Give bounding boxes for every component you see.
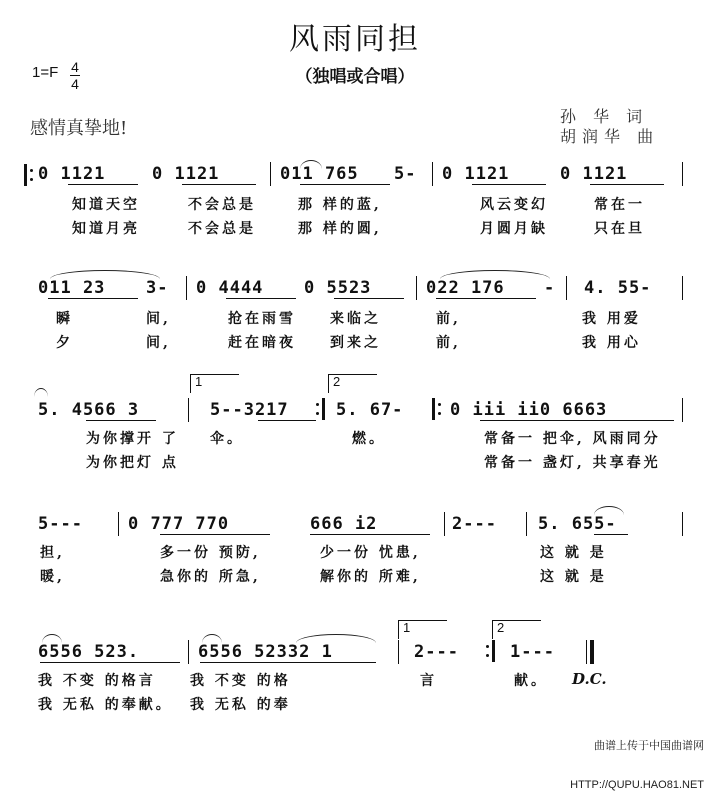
repeat-dot	[30, 178, 33, 181]
repeat-start-barline	[432, 398, 435, 420]
volta-1: 1	[190, 374, 239, 393]
time-signature-bottom: 4	[71, 76, 79, 92]
lyric-line-1: 我 不变 的格言	[38, 673, 156, 689]
lyric-line-2: 不会总是	[188, 221, 256, 237]
volta-1: 1	[398, 620, 447, 639]
barline	[566, 276, 567, 300]
repeat-dot	[438, 403, 441, 406]
repeat-end-barline	[492, 640, 495, 662]
repeat-dot	[316, 403, 319, 406]
measure-10-notes: 4. 55-	[584, 278, 652, 298]
measure-2-notes: 0 1121	[152, 164, 220, 184]
beam-underline	[40, 662, 180, 663]
lyric-line-2: 知道月亮	[72, 221, 140, 237]
beam-underline	[594, 534, 628, 535]
repeat-end-barline	[322, 398, 325, 420]
beam-underline	[334, 298, 404, 299]
lyric-line-2: 急你的 所急,	[160, 569, 261, 585]
measure-5-notes: 0 1121	[560, 164, 628, 184]
lyric-line-2: 赶在暗夜	[228, 335, 296, 351]
lyric-line-2: 常备一 盏灯, 共享春光	[484, 455, 661, 471]
volta-2: 2	[328, 374, 377, 393]
measure-23-notes: 1---	[510, 642, 555, 662]
barline	[682, 162, 683, 186]
lyric-line-1: 献。	[514, 673, 548, 689]
barline	[682, 276, 683, 300]
measure-4-notes: 0 1121	[442, 164, 510, 184]
repeat-start-barline	[24, 164, 27, 186]
lyric-line-1: 我 用爱	[582, 311, 641, 327]
repeat-dot	[486, 654, 489, 657]
barline	[188, 398, 189, 422]
measure-12-notes: 5--3217	[210, 400, 289, 420]
key-signature: 1=F	[32, 64, 59, 81]
beam-underline	[48, 298, 138, 299]
measure-8-notes: 0 5523	[304, 278, 372, 298]
expression-mark: 感情真挚地!	[30, 118, 128, 139]
lyric-line-2: 为你把灯 点	[86, 455, 179, 471]
measure-17-notes: 666 i2	[310, 514, 378, 534]
lyric-line-2: 前,	[436, 335, 461, 351]
beam-underline	[86, 420, 156, 421]
barline	[118, 512, 119, 536]
lyric-line-2: 月圆月缺	[480, 221, 548, 237]
lyric-line-2: 这 就 是	[540, 569, 607, 585]
lyric-line-2: 间,	[146, 335, 171, 351]
lyric-line-1: 抢在雨雪	[228, 311, 296, 327]
lyric-line-1: 伞。	[210, 431, 244, 447]
measure-9-notes: 022 176	[426, 278, 505, 298]
measure-19-notes: 5. 655-	[538, 514, 617, 534]
repeat-dot	[30, 169, 33, 172]
lyricist-credit: 孙 华 词	[560, 107, 649, 126]
lyric-line-2: 那 样的圆,	[298, 221, 382, 237]
volta-2: 2	[492, 620, 541, 639]
beam-underline	[226, 298, 296, 299]
measure-15-notes: 5---	[38, 514, 83, 534]
watermark-line-2: HTTP://QUPU.HAO81.NET	[570, 779, 704, 791]
measure-18-notes: 2---	[452, 514, 497, 534]
lyric-line-2: 我 无私 的奉献。	[38, 697, 173, 713]
measure-1-notes: 0 1121	[38, 164, 106, 184]
beam-underline	[200, 662, 376, 663]
beam-underline	[472, 184, 546, 185]
beam-underline	[68, 184, 138, 185]
lyric-line-1: 常在一	[594, 197, 645, 213]
source-watermark	[570, 714, 704, 805]
lyric-line-1: 常备一 把伞, 风雨同分	[484, 431, 661, 447]
beam-underline	[160, 534, 270, 535]
barline	[444, 512, 445, 536]
lyric-line-1: 风云变幻	[480, 197, 548, 213]
lyric-line-2: 我 无私 的奉	[190, 697, 291, 713]
barline	[188, 640, 189, 664]
measure-16-notes: 0 777 770	[128, 514, 230, 534]
score-title: 风雨同担	[289, 22, 421, 57]
time-signature	[70, 60, 80, 91]
final-barline-thick	[590, 640, 594, 664]
measure-3-notes: 011 765	[280, 164, 359, 184]
da-capo-mark: D.C.	[572, 670, 607, 688]
lyric-line-2: 我 用心	[582, 335, 641, 351]
barline	[186, 276, 187, 300]
repeat-dot	[316, 412, 319, 415]
lyric-line-2: 夕	[56, 335, 73, 351]
lyric-line-2: 暖,	[40, 569, 65, 585]
lyric-line-2: 只在旦	[594, 221, 645, 237]
lyric-line-1: 燃。	[352, 431, 386, 447]
measure-21-notes: 6556 52332 1	[198, 642, 333, 662]
beam-underline	[300, 184, 390, 185]
measure-20-notes: 6556 523.	[38, 642, 140, 662]
lyric-line-1: 来临之	[330, 311, 381, 327]
lyric-line-1: 前,	[436, 311, 461, 327]
barline	[270, 162, 271, 186]
lyric-line-2: 到来之	[330, 335, 381, 351]
lyric-line-1: 这 就 是	[540, 545, 607, 561]
composer-credit: 胡润华 曲	[560, 127, 660, 146]
lyric-line-1: 瞬	[56, 311, 73, 327]
lyric-line-1: 多一份 预防,	[160, 545, 261, 561]
beam-underline	[258, 420, 316, 421]
final-barline-thin	[586, 640, 587, 664]
score-subtitle: （独唱或合唱）	[295, 67, 415, 87]
time-signature-top: 4	[71, 59, 79, 75]
measure-7-notes: 0 4444	[196, 278, 264, 298]
lyric-line-1: 言	[420, 673, 437, 689]
tie	[34, 388, 48, 397]
measure-3-rest: 5-	[394, 164, 417, 184]
barline	[526, 512, 527, 536]
measure-6-rest: 3-	[146, 278, 169, 298]
lyric-line-2: 解你的 所难,	[320, 569, 421, 585]
beam-underline	[436, 298, 536, 299]
lyric-line-1: 担,	[40, 545, 65, 561]
barline	[416, 276, 417, 300]
beam-underline	[480, 420, 610, 421]
repeat-dot	[438, 412, 441, 415]
barline	[398, 640, 399, 664]
beam-underline	[310, 534, 430, 535]
measure-11-notes: 5. 4566 3	[38, 400, 140, 420]
lyric-line-1: 间,	[146, 311, 171, 327]
lyric-line-1: 少一份 忧患,	[320, 545, 421, 561]
measure-13-notes: 5. 67-	[336, 400, 404, 420]
beam-underline	[610, 420, 674, 421]
lyric-line-1: 我 不变 的格	[190, 673, 291, 689]
measure-14-notes: 0 iii ii0 6663	[450, 400, 608, 420]
measure-9-rest: -	[544, 278, 556, 298]
lyric-line-1: 为你撑开 了	[86, 431, 179, 447]
lyric-line-1: 知道天空	[72, 197, 140, 213]
watermark-line-1: 曲谱上传于中国曲谱网	[594, 740, 704, 752]
measure-6-notes: 011 23	[38, 278, 106, 298]
measure-22-notes: 2---	[414, 642, 459, 662]
lyric-line-1: 那 样的蓝,	[298, 197, 382, 213]
beam-underline	[182, 184, 256, 185]
barline	[682, 398, 683, 422]
beam-underline	[590, 184, 664, 185]
lyric-line-1: 不会总是	[188, 197, 256, 213]
barline	[432, 162, 433, 186]
barline	[682, 512, 683, 536]
repeat-dot	[486, 645, 489, 648]
